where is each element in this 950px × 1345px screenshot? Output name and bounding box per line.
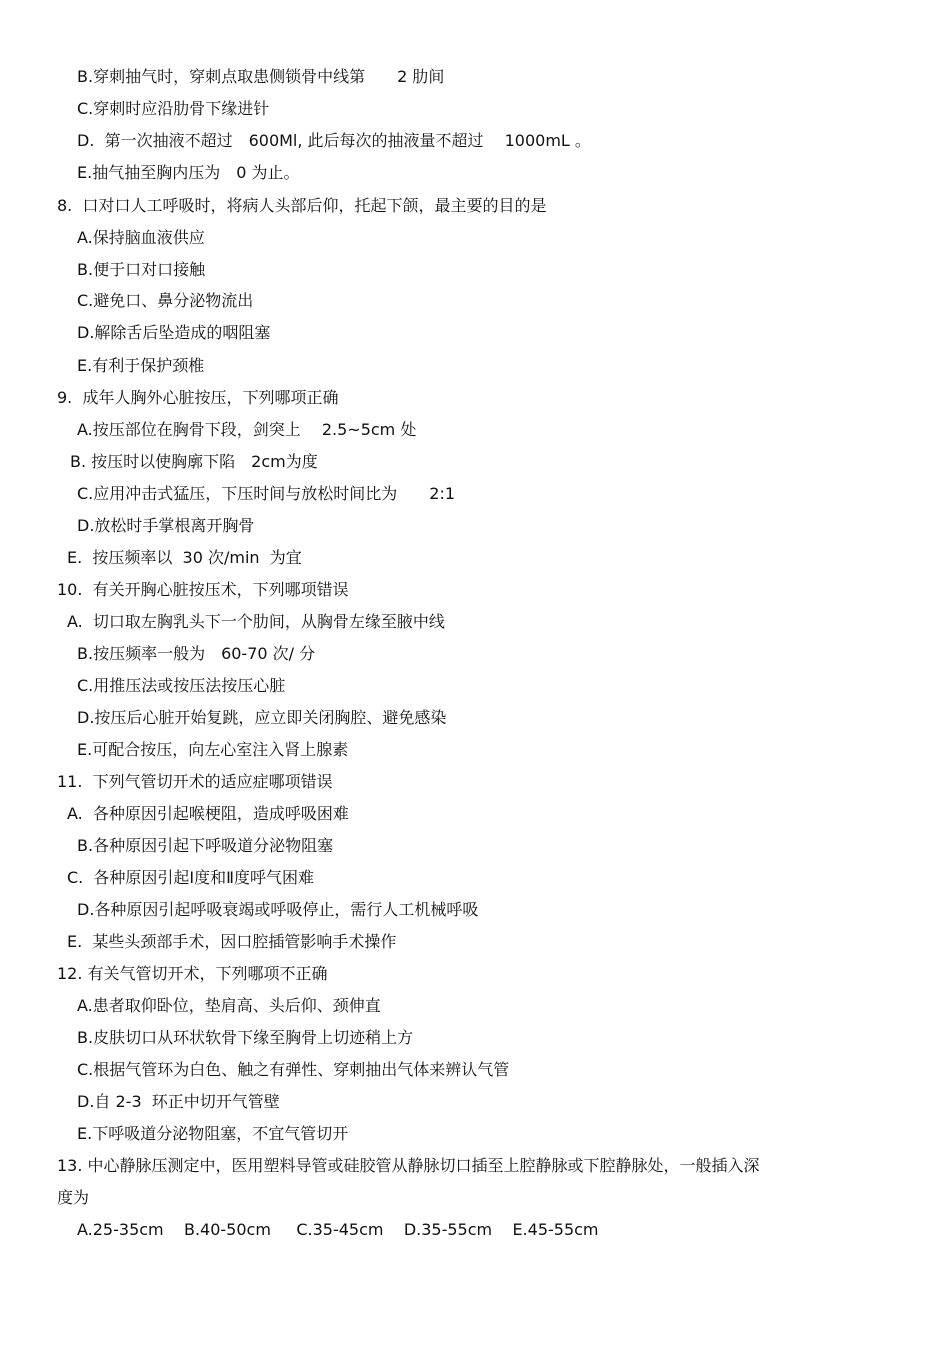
prev-question-option-e: E.抽气抽至胸内压为 0 为止。 bbox=[77, 163, 300, 182]
question-8-option-b: B.便于口对口接触 bbox=[77, 260, 206, 279]
question-11-option-d: D.各种原因引起呼吸衰竭或呼吸停止，需行人工机械呼吸 bbox=[77, 900, 479, 919]
question-8-option-c: C.避免口、鼻分泌物流出 bbox=[77, 291, 254, 310]
prev-question-option-d: D. 第一次抽液不超过 600Ml, 此后每次的抽液量不超过 1000mL 。 bbox=[77, 131, 591, 150]
question-9-option-a: A.按压部位在胸骨下段，剑突上 2.5~5cm 处 bbox=[77, 420, 417, 439]
question-12-option-e: E.下呼吸道分泌物阻塞，不宜气管切开 bbox=[77, 1124, 349, 1143]
question-8-stem: 8. 口对口人工呼吸时，将病人头部后仰，托起下颌，最主要的目的是 bbox=[57, 196, 547, 215]
question-9-stem: 9. 成年人胸外心脏按压，下列哪项正确 bbox=[57, 388, 339, 407]
question-12-option-b: B.皮肤切口从环状软骨下缘至胸骨上切迹稍上方 bbox=[77, 1028, 414, 1047]
question-12-option-c: C.根据气管环为白色、触之有弹性、穿刺抽出气体来辨认气管 bbox=[77, 1060, 510, 1079]
prev-question-option-c: C.穿刺时应沿肋骨下缘进针 bbox=[77, 99, 270, 118]
question-10-option-b: B.按压频率一般为 60-70 次/ 分 bbox=[77, 644, 316, 663]
question-8-option-d: D.解除舌后坠造成的咽阻塞 bbox=[77, 323, 271, 342]
question-12-option-d: D.自 2-3 环正中切开气管壁 bbox=[77, 1092, 280, 1111]
question-11-option-b: B.各种原因引起下呼吸道分泌物阻塞 bbox=[77, 836, 334, 855]
question-10-option-d: D.按压后心脏开始复跳，应立即关闭胸腔、避免感染 bbox=[77, 708, 447, 727]
question-9-option-b: B. 按压时以使胸廓下陷 2cm为度 bbox=[70, 452, 318, 471]
question-9-option-c: C.应用冲击式猛压，下压时间与放松时间比为 2:1 bbox=[77, 484, 456, 503]
question-13-stem-line-2: 度为 bbox=[57, 1188, 90, 1207]
question-10-option-a: A. 切口取左胸乳头下一个肋间，从胸骨左缘至腋中线 bbox=[67, 612, 445, 631]
question-9-option-e: E. 按压频率以 30 次/min 为宜 bbox=[67, 548, 302, 567]
question-11-option-e: E. 某些头颈部手术，因口腔插管影响手术操作 bbox=[67, 932, 397, 951]
question-8-option-e: E.有利于保护颈椎 bbox=[77, 356, 205, 375]
question-10-option-c: C.用推压法或按压法按压心脏 bbox=[77, 676, 286, 695]
question-11-stem: 11. 下列气管切开术的适应症哪项错误 bbox=[57, 772, 333, 791]
prev-question-option-b: B.穿刺抽气时，穿刺点取患侧锁骨中线第 2 肋间 bbox=[77, 67, 445, 86]
question-13-options: A.25-35cm B.40-50cm C.35-45cm D.35-55cm E.45-55cm bbox=[77, 1220, 599, 1239]
question-9-option-d: D.放松时手掌根离开胸骨 bbox=[77, 516, 255, 535]
question-11-option-c: C. 各种原因引起Ⅰ度和Ⅱ度呼气困难 bbox=[67, 868, 315, 887]
question-10-option-e: E.可配合按压，向左心室注入肾上腺素 bbox=[77, 740, 349, 759]
question-12-option-a: A.患者取仰卧位，垫肩高、头后仰、颈伸直 bbox=[77, 996, 381, 1015]
question-11-option-a: A. 各种原因引起喉梗阻，造成呼吸困难 bbox=[67, 804, 349, 823]
question-8-option-a: A.保持脑血液供应 bbox=[77, 228, 205, 247]
question-12-stem: 12. 有关气管切开术，下列哪项不正确 bbox=[57, 964, 328, 983]
question-13-stem-line-1: 13. 中心静脉压测定中，医用塑料导管或硅胶管从静脉切口插至上腔静脉或下腔静脉处，一般插入深 bbox=[57, 1156, 760, 1175]
question-10-stem: 10. 有关开胸心脏按压术，下列哪项错误 bbox=[57, 580, 349, 599]
